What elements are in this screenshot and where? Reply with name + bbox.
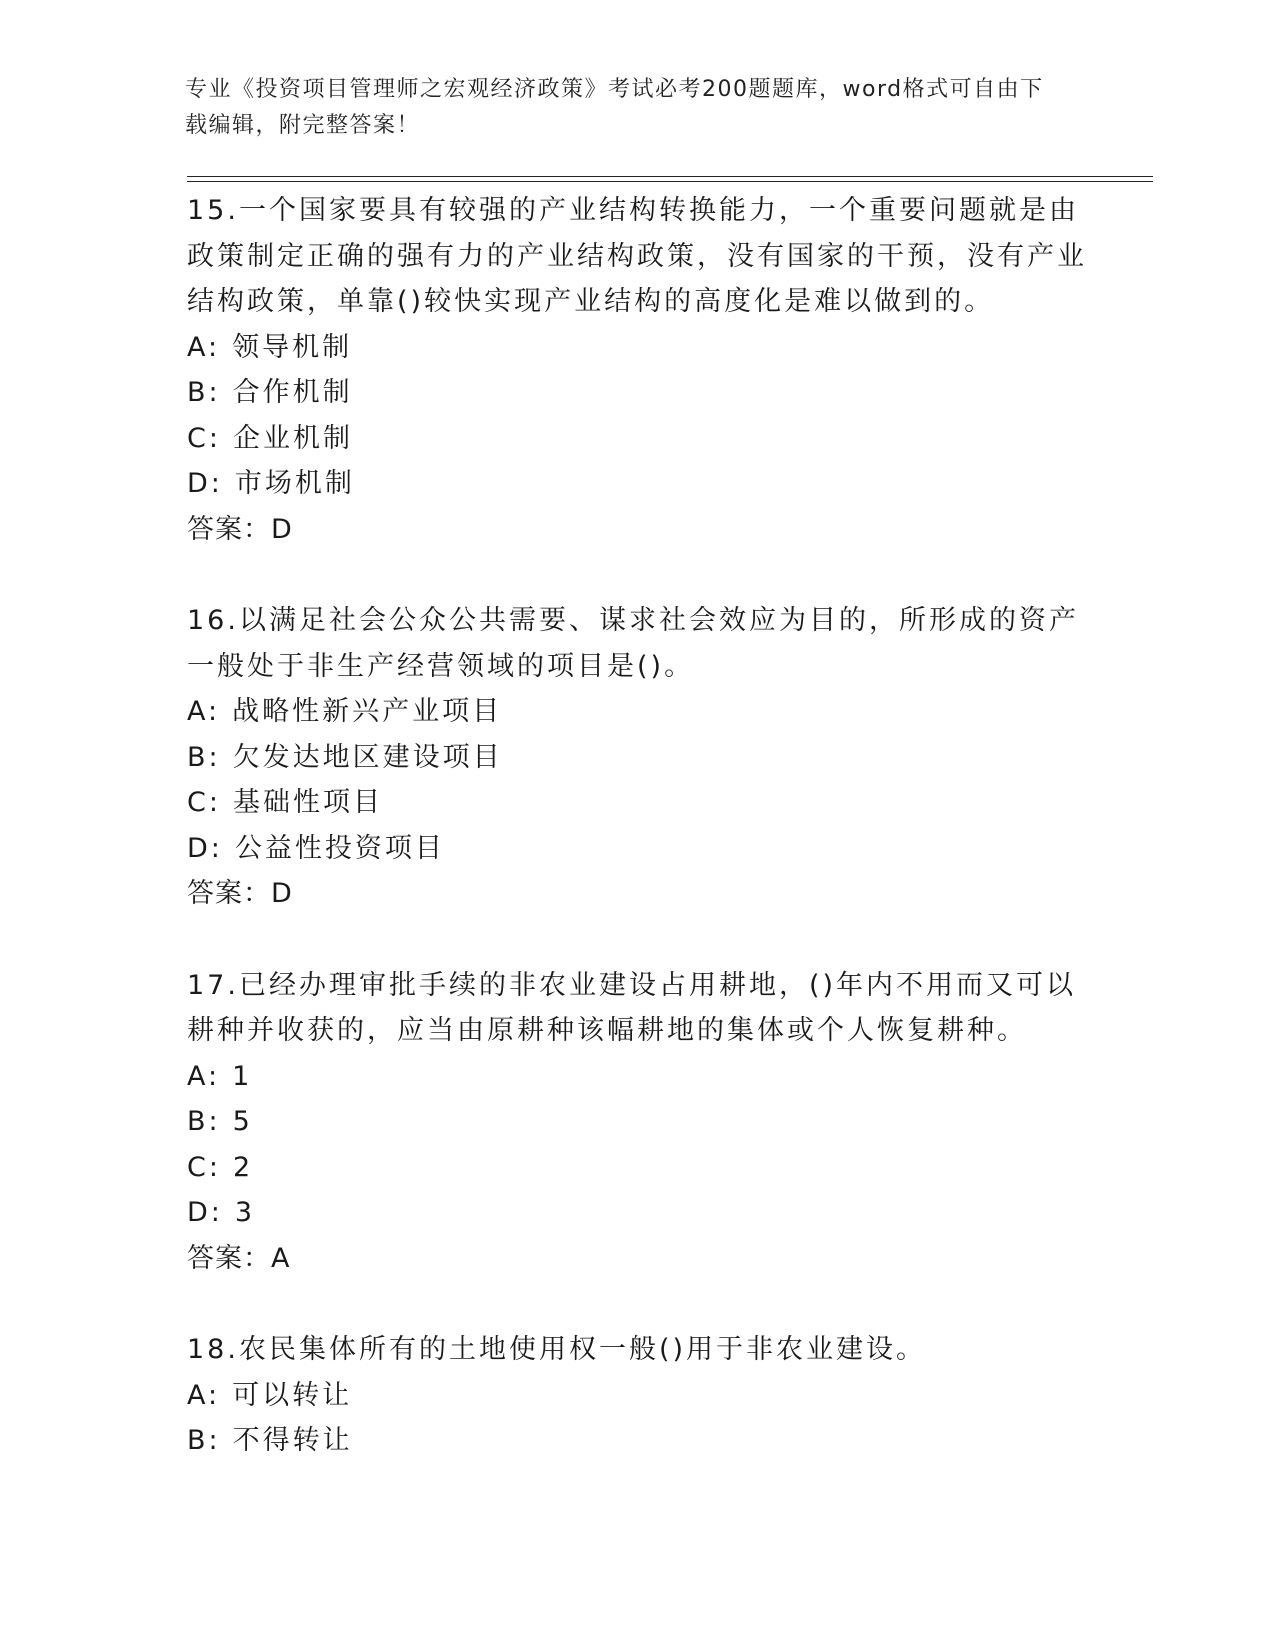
option-text: 企业机制 <box>232 422 353 454</box>
option-letter: C: <box>187 422 221 454</box>
option-d <box>187 461 1087 507</box>
question-item <box>187 188 1087 552</box>
option-letter: A: <box>187 696 221 727</box>
option-c <box>187 1145 1087 1191</box>
option-text: 战略性新兴产业项目 <box>232 696 503 727</box>
option-letter: B: <box>187 1425 221 1456</box>
option-text: 欠发达地区建设项目 <box>232 741 503 773</box>
spacer <box>187 1281 1087 1327</box>
option-text: 领导机制 <box>232 331 353 363</box>
option-text: 可以转让 <box>232 1379 353 1411</box>
option-letter: B: <box>187 377 221 408</box>
question-item <box>187 598 1087 917</box>
option-a <box>187 1054 1087 1100</box>
option-b <box>187 1099 1087 1145</box>
option-d <box>187 1190 1087 1236</box>
option-letter: B: <box>187 741 221 773</box>
option-letter: C: <box>187 787 221 818</box>
option-text: 不得转让 <box>232 1425 353 1456</box>
option-letter: D: <box>187 832 223 864</box>
spacer <box>187 917 1087 963</box>
page-header: 专业《投资项目管理师之宏观经济政策》考试必考200题题库，word格式可自由下载编辑，附完整答案！ <box>185 77 1044 138</box>
option-a <box>187 325 1087 371</box>
option-letter: A: <box>187 1060 221 1092</box>
option-text: 市场机制 <box>234 468 355 499</box>
option-text: 5 <box>232 1106 253 1137</box>
option-d <box>187 826 1087 872</box>
answer-line: 答案：D <box>187 513 293 545</box>
question-list <box>187 188 1087 1464</box>
header-divider <box>187 176 1153 177</box>
option-a <box>187 1373 1087 1419</box>
spacer <box>187 552 1087 598</box>
option-b <box>187 1418 1087 1464</box>
option-c <box>187 780 1087 826</box>
option-letter: A: <box>187 331 221 363</box>
option-text: 合作机制 <box>232 377 353 408</box>
header-divider-secondary <box>187 181 1153 182</box>
question-item <box>187 963 1087 1282</box>
option-c <box>187 416 1087 462</box>
option-a <box>187 689 1087 735</box>
question-text: 18.农民集体所有的土地使用权一般()用于非农业建设。 <box>187 1334 927 1365</box>
option-text: 3 <box>234 1197 256 1228</box>
question-text: 17.已经办理审批手续的非农业建设占用耕地，()年内不用而又可以耕种并收获的，应当由原耕种该幅耕地的集体或个人恢复耕种。 <box>187 969 1077 1046</box>
option-letter: D: <box>187 468 223 499</box>
option-text: 公益性投资项目 <box>234 832 445 864</box>
question-item <box>187 1327 1087 1464</box>
option-text: 1 <box>232 1060 253 1092</box>
option-letter: A: <box>187 1379 221 1411</box>
answer-line: 答案：A <box>187 1242 291 1274</box>
answer-line: 答案：D <box>187 878 293 909</box>
option-letter: C: <box>187 1151 221 1183</box>
option-letter: D: <box>187 1197 223 1228</box>
option-text: 2 <box>232 1151 254 1183</box>
option-b <box>187 370 1087 416</box>
option-letter: B: <box>187 1106 221 1137</box>
question-text: 15.一个国家要具有较强的产业结构转换能力，一个重要问题就是由政策制定正确的强有力的产业结构政策，没有国家的干预，没有产业结构政策，单靠()较快实现产业结构的高度化是难以做到的。 <box>187 195 1087 317</box>
option-b <box>187 735 1087 781</box>
option-text: 基础性项目 <box>232 787 383 818</box>
question-text: 16.以满足社会公众公共需要、谋求社会效应为目的，所形成的资产一般处于非生产经营领域的项目是()。 <box>187 605 1079 682</box>
